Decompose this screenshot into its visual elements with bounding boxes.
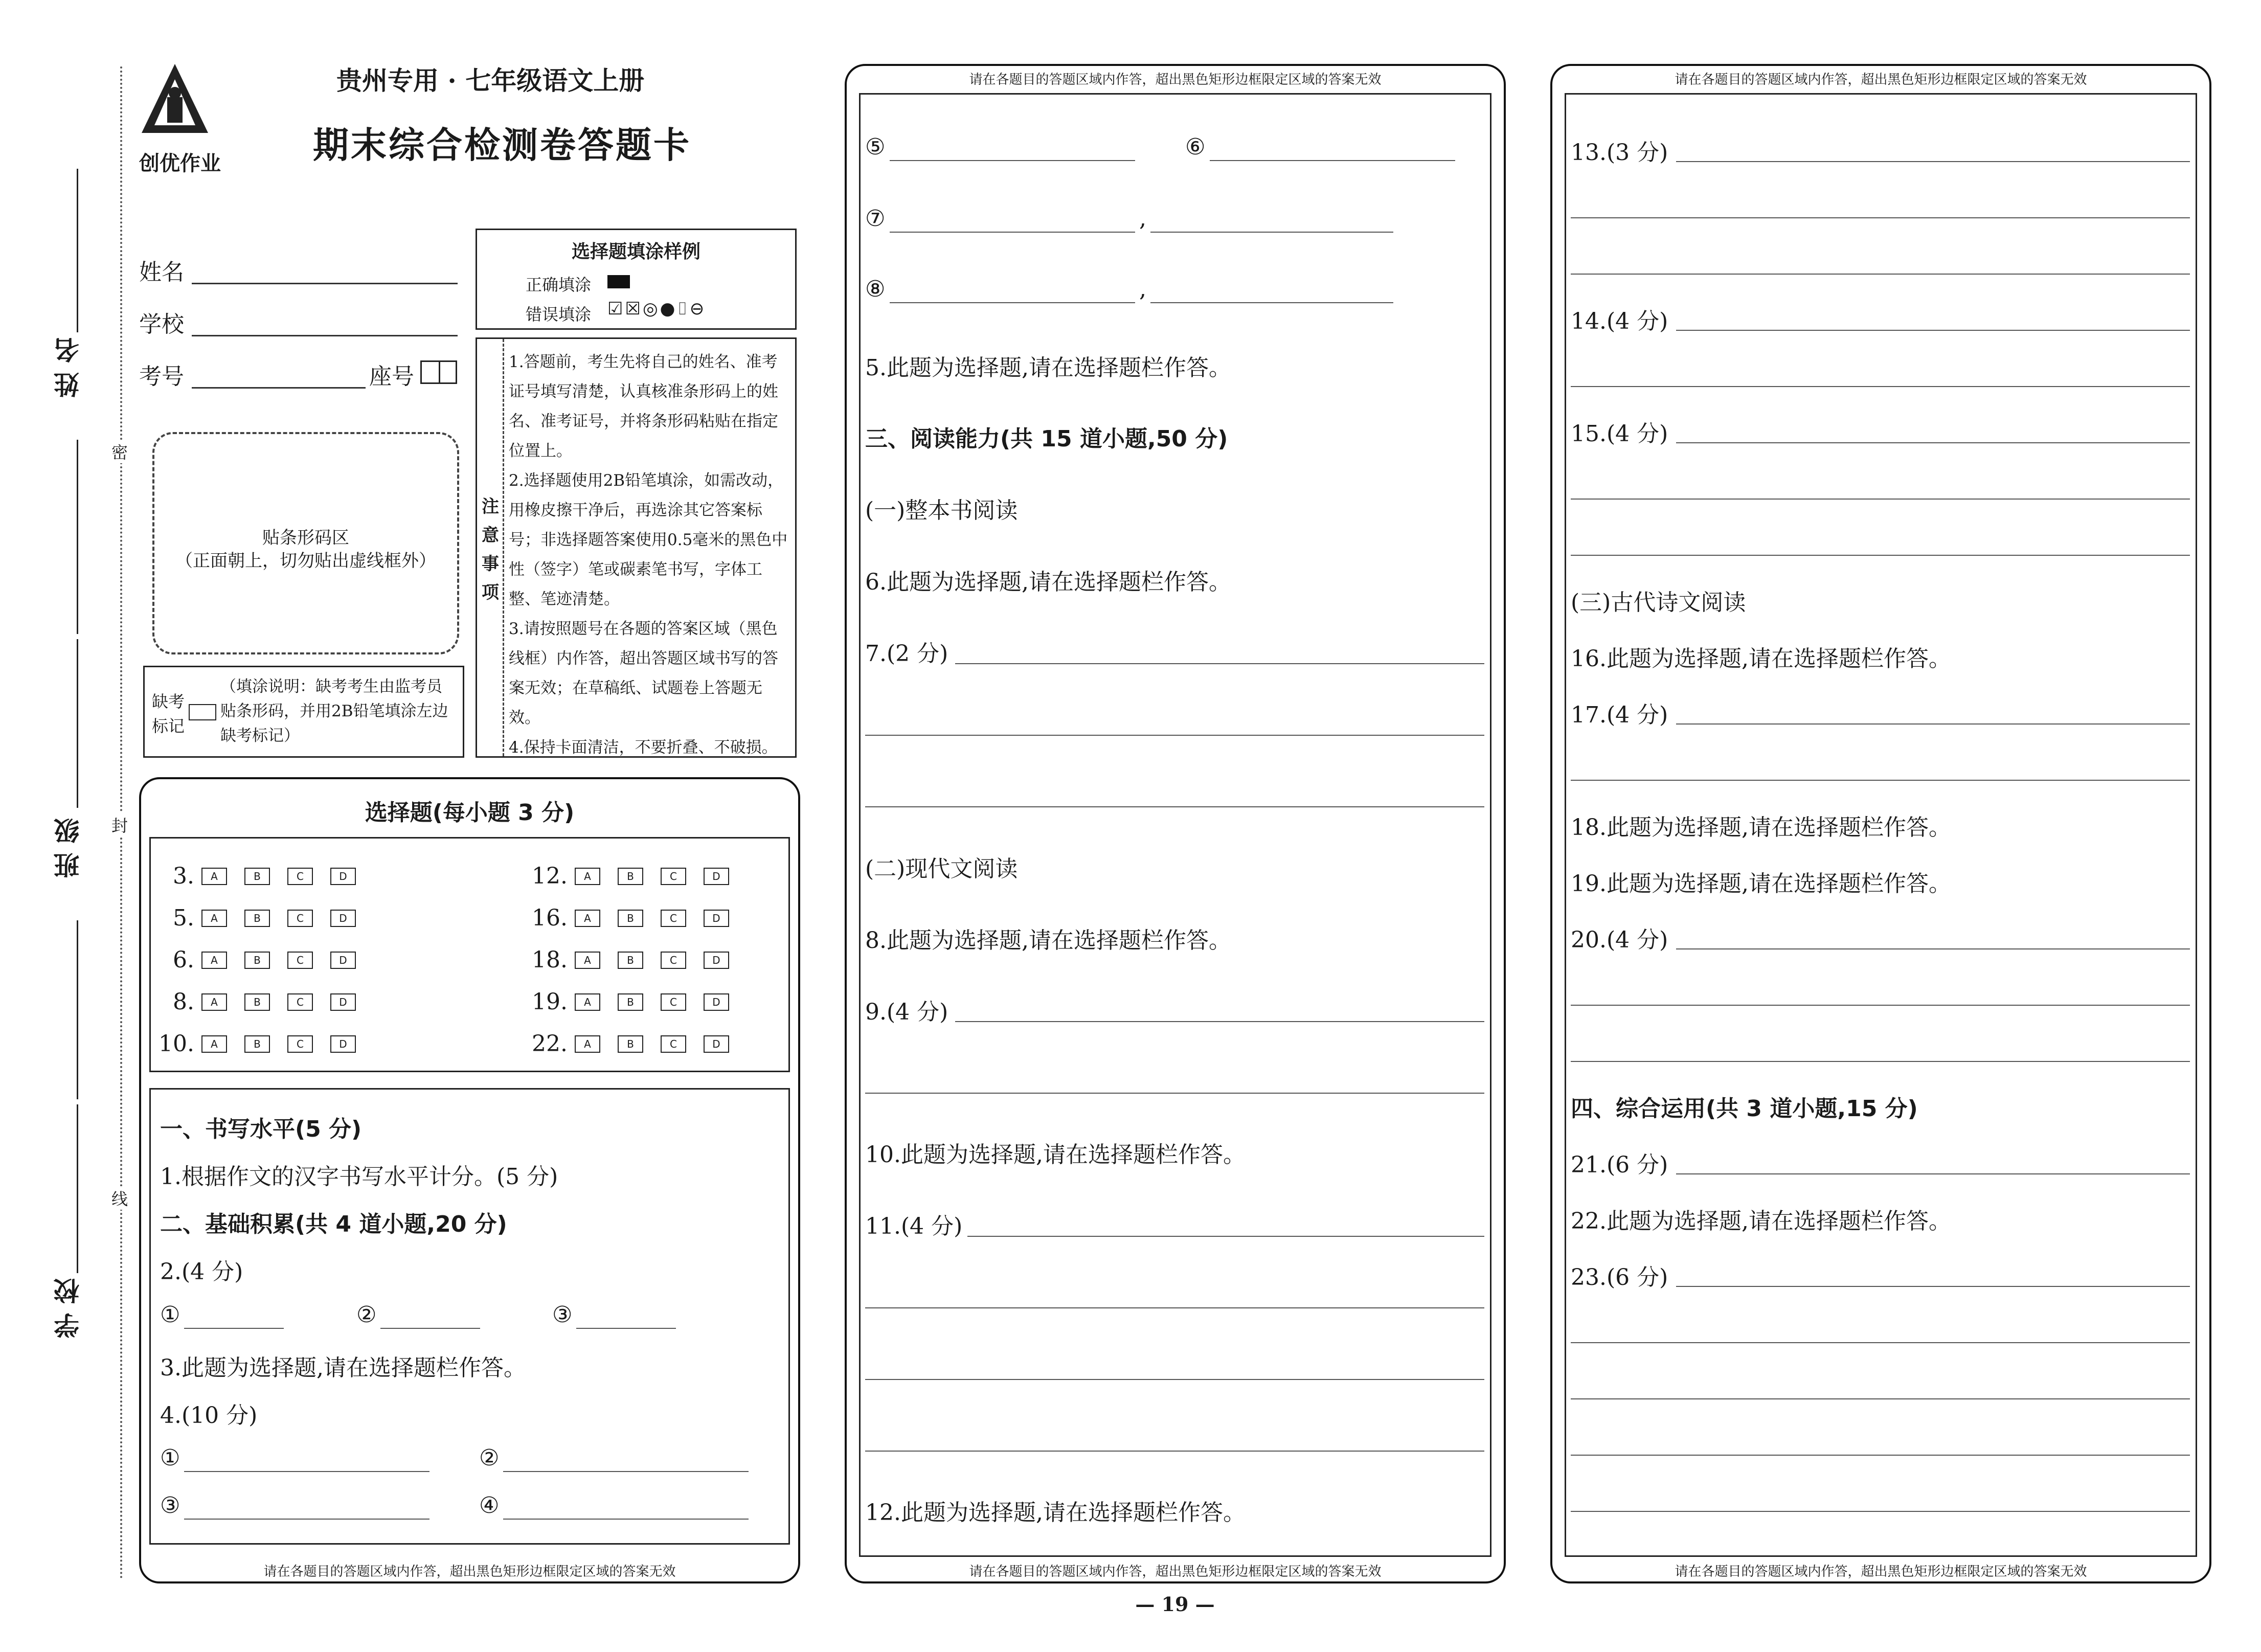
- mc-option-bubble[interactable]: D: [704, 868, 729, 885]
- mc-question-row: [153, 947, 373, 973]
- wrong-fill-label: 错误填涂: [526, 305, 592, 324]
- mc-option-bubble[interactable]: B: [244, 993, 270, 1011]
- fill-sample-title: 选择题填涂样例: [571, 241, 700, 262]
- q11-line-1[interactable]: [967, 1236, 1484, 1237]
- q4-mark-2: ②: [479, 1445, 500, 1471]
- mc-title: 选择题(每小题 3 分): [365, 800, 575, 826]
- q17-line-2[interactable]: [1571, 780, 2190, 781]
- blank-6[interactable]: [1210, 160, 1455, 161]
- q11-line-2[interactable]: [865, 1307, 1484, 1308]
- mark-6: ⑥: [1185, 134, 1206, 160]
- logo-text: 创优作业: [139, 151, 221, 175]
- q12-text: 12.此题为选择题,请在选择题栏作答。: [865, 1500, 1246, 1526]
- q7-line-1[interactable]: [955, 663, 1484, 664]
- mark-7: ⑦: [865, 206, 886, 232]
- seal-xian: 线: [111, 1186, 128, 1210]
- mc-option-bubble[interactable]: C: [287, 1035, 313, 1053]
- q19-text: 19.此题为选择题,请在选择题栏作答。: [1571, 871, 1951, 897]
- q16-text: 16.此题为选择题,请在选择题栏作答。: [1571, 646, 1951, 672]
- q20-line-3[interactable]: [1571, 1061, 2190, 1062]
- mc-question-number: 16.: [532, 905, 568, 931]
- side-rule: [77, 639, 78, 808]
- mc-option-bubble[interactable]: C: [661, 868, 686, 885]
- q17-line-1[interactable]: [1676, 723, 2190, 725]
- correct-fill-label: 正确填涂: [526, 275, 592, 295]
- mc-option-bubble[interactable]: A: [575, 868, 600, 885]
- notice-list: [509, 347, 791, 762]
- q15-label: 15.(4 分): [1571, 421, 1668, 447]
- mc-question-number: 3.: [173, 863, 194, 889]
- notice-item-4: 4.保持卡面清洁，不要折叠、不破损。: [509, 738, 778, 757]
- subsection-2: (二)现代文阅读: [865, 856, 1018, 882]
- mc-question-number: 5.: [173, 905, 194, 931]
- absent-label-2: 标记: [152, 716, 185, 736]
- side-rule: [77, 169, 78, 332]
- q5-text: 5.此题为选择题,请在选择题栏作答。: [865, 355, 1231, 381]
- wrong-fill-samples: ☑☒◎●⌷⊖: [607, 299, 707, 319]
- mc-question-row: [153, 1031, 373, 1057]
- mark-8: ⑧: [865, 276, 886, 302]
- q18-text: 18.此题为选择题,请在选择题栏作答。: [1571, 814, 1951, 841]
- q20-line-2[interactable]: [1571, 1005, 2190, 1006]
- mc-question-row: [527, 989, 747, 1015]
- q4-blank-1[interactable]: [184, 1471, 429, 1472]
- barcode-line1: 贴条形码区: [262, 528, 349, 548]
- q10-text: 10.此题为选择题,请在选择题栏作答。: [865, 1142, 1246, 1168]
- notice-box: [476, 337, 797, 758]
- q11-line-4[interactable]: [865, 1451, 1484, 1452]
- seat-no-label: 座号: [369, 364, 414, 390]
- absent-box: [143, 666, 464, 758]
- blank-5[interactable]: [890, 160, 1135, 161]
- mc-question-number: 6.: [173, 947, 194, 973]
- paper-subtitle: 贵州专用 · 七年级语文上册: [336, 65, 645, 96]
- mc-question-row: [527, 1031, 747, 1057]
- mc-question-number: 19.: [532, 989, 568, 1015]
- mc-option-bubble[interactable]: C: [287, 952, 313, 969]
- name-label: 姓名: [139, 259, 184, 285]
- comma-7: ,: [1139, 206, 1146, 232]
- side-rule: [77, 1104, 78, 1273]
- q13-label: 13.(3 分): [1571, 140, 1668, 166]
- comma-8: ,: [1139, 276, 1146, 302]
- seal-feng: 封: [111, 813, 128, 836]
- mc-option-bubble[interactable]: B: [618, 1035, 643, 1053]
- mc-option-bubble[interactable]: B: [244, 868, 270, 885]
- seal-mi: 密: [111, 440, 128, 463]
- name-field[interactable]: [192, 283, 458, 284]
- mc-option-bubble[interactable]: C: [661, 1035, 686, 1053]
- q4-mark-3: ③: [160, 1492, 180, 1519]
- mc-option-bubble[interactable]: C: [661, 993, 686, 1011]
- notice-item-2: 2.选择题使用2B铅笔填涂，如需改动，用橡皮擦干净后，再选涂其它答案标号；非选择题答案使用0.5毫米的黑色中性（签字）笔或碳素笔书写，字体工整、笔迹清楚。: [509, 471, 788, 608]
- q2-blank-1[interactable]: [184, 1328, 284, 1329]
- q11-label: 11.(4 分): [865, 1213, 963, 1239]
- mc-option-bubble[interactable]: D: [704, 993, 729, 1011]
- mc-option-bubble[interactable]: C: [287, 910, 313, 927]
- exam-no-field[interactable]: [192, 387, 366, 389]
- mc-option-bubble[interactable]: A: [575, 993, 600, 1011]
- mc-option-bubble[interactable]: A: [575, 1035, 600, 1053]
- q4-mark-4: ④: [479, 1492, 500, 1519]
- exam-no-label: 考号: [139, 364, 184, 390]
- q15-line-1[interactable]: [1676, 442, 2190, 443]
- absent-label-1: 缺考: [152, 692, 185, 711]
- section-3-heading: 三、阅读能力(共 15 道小题,50 分): [865, 426, 1228, 452]
- blank-8b[interactable]: [1150, 302, 1393, 303]
- q11-line-3[interactable]: [865, 1379, 1484, 1380]
- mc-option-bubble[interactable]: B: [244, 1035, 270, 1053]
- mc-option-bubble[interactable]: C: [661, 952, 686, 969]
- mc-question-number: 10.: [159, 1031, 194, 1057]
- fill-sample-box: [476, 229, 797, 330]
- absent-desc: （填涂说明：缺考考生由监考员贴条形码，并用2B铅笔填涂左边缺考标记）: [220, 677, 448, 745]
- mc-question-number: 18.: [532, 947, 568, 973]
- q2-mark-1: ①: [160, 1302, 180, 1328]
- written-box-2: [859, 93, 1491, 1557]
- mc-option-bubble[interactable]: D: [704, 952, 729, 969]
- q22-text: 22.此题为选择题,请在选择题栏作答。: [1571, 1208, 1951, 1234]
- boundary-note-2-bottom: 请在各题目的答题区域内作答，超出黑色矩形边框限定区域的答案无效: [969, 1564, 1382, 1579]
- absent-mark-box[interactable]: [189, 704, 216, 720]
- q14-line-2[interactable]: [1571, 386, 2190, 387]
- mc-option-bubble[interactable]: D: [704, 910, 729, 927]
- mc-option-bubble[interactable]: B: [244, 910, 270, 927]
- mc-option-bubble[interactable]: A: [575, 952, 600, 969]
- mc-option-bubble[interactable]: D: [704, 1035, 729, 1053]
- q2-blank-2[interactable]: [380, 1328, 480, 1329]
- q13-line-1[interactable]: [1676, 161, 2190, 162]
- mc-option-bubble[interactable]: A: [201, 910, 227, 927]
- q23-line-2[interactable]: [1571, 1342, 2190, 1343]
- mc-option-bubble[interactable]: A: [201, 993, 227, 1011]
- mc-option-bubble[interactable]: A: [201, 952, 227, 969]
- notice-item-3: 3.请按照题号在各题的答案区域（黑色线框）内作答，超出答题区域书写的答案无效；在草稿纸、试题卷上答题无效。: [509, 620, 778, 727]
- mc-question-number: 22.: [532, 1031, 568, 1057]
- subsection-3: (三)古代诗文阅读: [1571, 590, 1746, 616]
- mc-option-bubble[interactable]: D: [330, 952, 356, 969]
- mark-5: ⑤: [865, 134, 886, 160]
- mc-question-row: [527, 905, 747, 931]
- q6-text: 6.此题为选择题,请在选择题栏作答。: [865, 569, 1231, 595]
- q23-label: 23.(6 分): [1571, 1264, 1668, 1291]
- mc-option-bubble[interactable]: B: [244, 952, 270, 969]
- subsection-1: (一)整本书阅读: [865, 497, 1018, 524]
- q3-text: 3.此题为选择题,请在选择题栏作答。: [160, 1355, 526, 1381]
- q2-label: 2.(4 分): [160, 1259, 243, 1285]
- q23-line-1[interactable]: [1676, 1286, 2190, 1287]
- mc-question-row: [527, 947, 747, 973]
- q13-line-3[interactable]: [1571, 274, 2190, 275]
- mc-option-bubble[interactable]: C: [287, 993, 313, 1011]
- q4-label: 4.(10 分): [160, 1402, 258, 1429]
- q4-mark-1: ①: [160, 1445, 180, 1471]
- written-box-1: [149, 1088, 790, 1545]
- barcode-area: [152, 432, 459, 654]
- boundary-note-1: 请在各题目的答题区域内作答，超出黑色矩形边框限定区域的答案无效: [263, 1564, 676, 1579]
- mc-option-bubble[interactable]: B: [618, 868, 643, 885]
- mc-option-bubble[interactable]: A: [575, 910, 600, 927]
- mc-option-bubble[interactable]: A: [201, 1035, 227, 1053]
- school-label: 学校: [139, 311, 184, 337]
- section-2-heading: 二、基础积累(共 4 道小题,20 分): [160, 1211, 507, 1237]
- mc-question-row: [153, 989, 373, 1015]
- mc-option-bubble[interactable]: B: [618, 952, 643, 969]
- notice-title: 注意事项: [482, 496, 499, 603]
- q14-line-1[interactable]: [1676, 330, 2190, 331]
- q21-line-1[interactable]: [1676, 1173, 2190, 1174]
- q20-label: 20.(4 分): [1571, 927, 1668, 953]
- mc-option-bubble[interactable]: B: [618, 910, 643, 927]
- q4-blank-4[interactable]: [503, 1519, 749, 1520]
- logo: [139, 61, 211, 143]
- q4-blank-3[interactable]: [184, 1519, 429, 1520]
- side-rule: [77, 440, 78, 634]
- boundary-note-3-bottom: 请在各题目的答题区域内作答，超出黑色矩形边框限定区域的答案无效: [1675, 1564, 2087, 1579]
- boundary-note-3-top: 请在各题目的答题区域内作答，超出黑色矩形边框限定区域的答案无效: [1675, 72, 2087, 87]
- mc-option-bubble[interactable]: D: [330, 993, 356, 1011]
- side-class-label: 班 级: [53, 818, 83, 878]
- mc-option-bubble[interactable]: C: [287, 868, 313, 885]
- boundary-note-2-top: 请在各题目的答题区域内作答，超出黑色矩形边框限定区域的答案无效: [969, 72, 1382, 87]
- blank-8a[interactable]: [890, 302, 1135, 303]
- q23-line-5[interactable]: [1571, 1511, 2190, 1512]
- side-school-label: 学 校: [53, 1278, 83, 1339]
- correct-fill-sample: [607, 275, 630, 288]
- q8-text: 8.此题为选择题,请在选择题栏作答。: [865, 927, 1231, 954]
- mc-question-row: [527, 863, 747, 889]
- q21-label: 21.(6 分): [1571, 1152, 1668, 1178]
- q23-line-3[interactable]: [1571, 1398, 2190, 1399]
- section-1-heading: 一、书写水平(5 分): [160, 1116, 362, 1142]
- side-rule: [77, 920, 78, 1099]
- mc-option-bubble[interactable]: B: [618, 993, 643, 1011]
- q13-line-2[interactable]: [1571, 217, 2190, 218]
- barcode-line2: （正面朝上，切勿贴出虚线框外）: [175, 551, 436, 571]
- seat-no-field[interactable]: [420, 360, 457, 384]
- mc-question-row: [153, 905, 373, 931]
- notice-item-1: 1.答题前，考生先将自己的姓名、准考证号填写清楚，认真核准条形码上的姓名、准考证号，并将条形码粘贴在指定位置上。: [509, 353, 778, 460]
- q23-line-4[interactable]: [1571, 1455, 2190, 1456]
- mc-question-number: 8.: [173, 989, 194, 1015]
- q15-line-2[interactable]: [1571, 499, 2190, 500]
- mc-option-bubble[interactable]: D: [330, 1035, 356, 1053]
- mc-question-number: 12.: [532, 863, 568, 889]
- q4-blank-2[interactable]: [503, 1471, 749, 1472]
- mc-question-row: [153, 863, 373, 889]
- q9-line-2[interactable]: [865, 1093, 1484, 1094]
- q15-line-3[interactable]: [1571, 555, 2190, 556]
- q9-label: 9.(4 分): [865, 999, 948, 1025]
- section-4-heading: 四、综合运用(共 3 道小题,15 分): [1571, 1096, 1918, 1122]
- q17-label: 17.(4 分): [1571, 702, 1668, 728]
- mc-option-bubble[interactable]: C: [661, 910, 686, 927]
- side-name-label: 姓 名: [53, 337, 83, 398]
- page-number: — 19 —: [1135, 1593, 1215, 1616]
- mc-option-bubble[interactable]: A: [201, 868, 227, 885]
- q9-line-1[interactable]: [955, 1021, 1484, 1022]
- mc-option-bubble[interactable]: D: [330, 868, 356, 885]
- q1-text: 1.根据作文的汉字书写水平计分。(5 分): [160, 1164, 558, 1190]
- mc-option-bubble[interactable]: D: [330, 910, 356, 927]
- q2-mark-2: ②: [356, 1302, 377, 1328]
- q7-label: 7.(2 分): [865, 641, 948, 667]
- q2-mark-3: ③: [552, 1302, 573, 1328]
- blank-7b[interactable]: [1150, 232, 1393, 233]
- blank-7a[interactable]: [890, 232, 1135, 233]
- q14-label: 14.(4 分): [1571, 308, 1668, 334]
- q20-line-1[interactable]: [1676, 948, 2190, 949]
- q7-line-3[interactable]: [865, 806, 1484, 807]
- q2-blank-3[interactable]: [576, 1328, 676, 1329]
- school-field[interactable]: [192, 335, 458, 336]
- q7-line-2[interactable]: [865, 735, 1484, 736]
- page-title: 期末综合检测卷答题卡: [313, 124, 691, 166]
